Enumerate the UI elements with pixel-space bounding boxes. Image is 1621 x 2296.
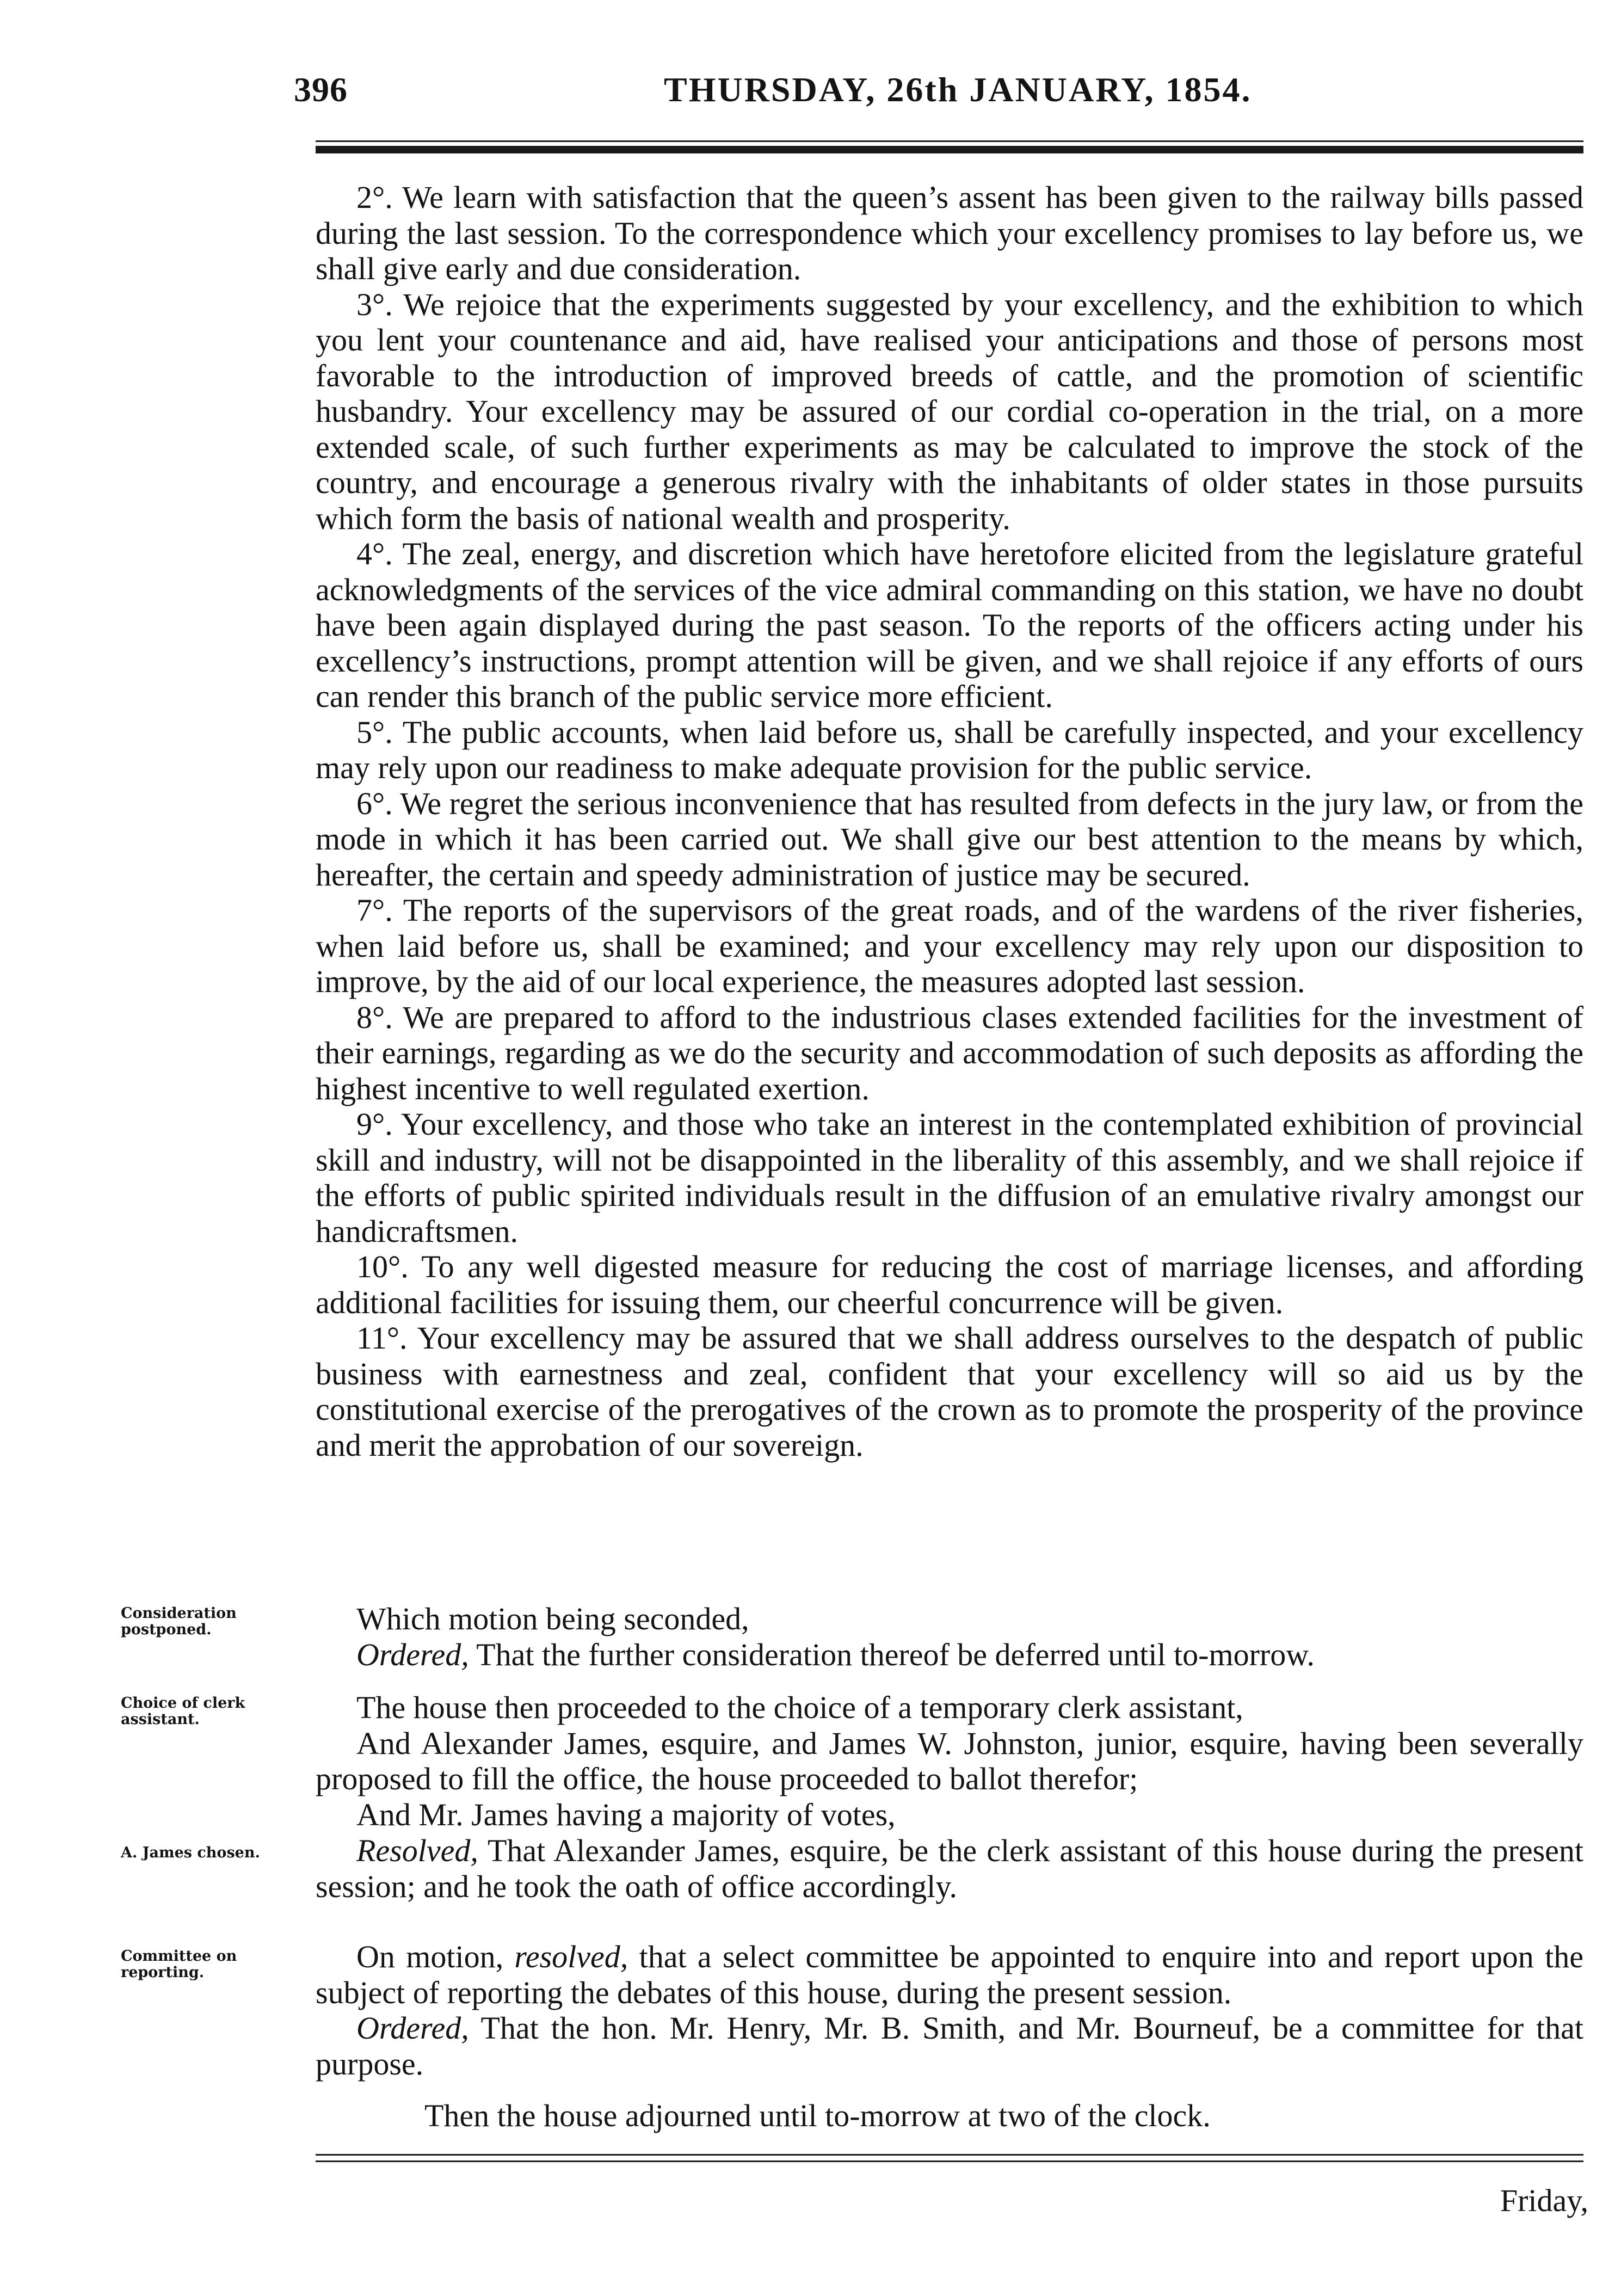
consideration-line-1: Which motion being seconded, xyxy=(356,1601,749,1636)
paragraph-9: 9°. Your excellency, and those who take an interest in the contemplated exhibition of provincial skill and industry, will not be disappointed in the liberality of this assembly, and we shall rejoice if the efforts of public spirited individuals result in the diffusion of an emulative rivalry amongst our handicraftsmen. xyxy=(316,1106,1583,1249)
address-paragraphs xyxy=(316,180,1583,1463)
paragraph-3: 3°. We rejoice that the experiments suggested by your excellency, and the exhibition to which you lent your countenance and aid, have realised your anticipations and those of persons most favorable to the introduction of improved breeds of cattle, and the promotion of scientific husbandry. Your excellency may be assured of our cordial co-operation in the trial, on a more extended scale, of such further experiments as may be calculated to improve the stock of the country, and encourage a generous rivalry with the inhabitants of older states in those pursuits which form the basis of national wealth and prosperity. xyxy=(316,286,1583,536)
clerk-line-1: The house then proceeded to the choice of a temporary clerk assistant, xyxy=(356,1690,1243,1725)
paragraph-11: 11°. Your excellency may be assured that we shall address ourselves to the despatch of public business with earnestness and zeal, confident that your excellency will so aid us by the constitutional exercise of the prerogatives of the crown as to promote the prosperity of the province and merit the approbation of our sovereign. xyxy=(316,1320,1583,1463)
resolved-italic: Resolved, xyxy=(356,1833,478,1868)
consideration-line-2 xyxy=(316,1637,1583,1673)
header-rule-thin xyxy=(316,140,1583,142)
page-number: 396 xyxy=(294,70,348,109)
paragraph-2: 2°. We learn with satisfaction that the queen’s assent has been given to the railway bills passed during the last session. To the correspondence which your excellency promises to lay before us, we shall give early and due consideration. xyxy=(316,180,1583,286)
chosen-resolution xyxy=(316,1833,1583,1904)
paragraph-4: 4°. The zeal, energy, and discretion which have heretofore elicited from the legislature grateful acknowledgments of the services of the vice admiral commanding on this station, we have no doubt have been again displayed during the past season. To the reports of the officers acting under his excellency’s instructions, prompt attention will be given, and we shall rejoice if any efforts of ours can render this branch of the public service more efficient. xyxy=(316,536,1583,714)
committee-order-text: That the hon. Mr. Henry, Mr. B. Smith, and Mr. Bourneuf, be a committee for that purpose. xyxy=(316,2010,1583,2082)
section-committee xyxy=(316,1939,1583,2134)
paragraph-5: 5°. The public accounts, when laid before us, shall be carefully inspected, and your excellency may rely upon our readiness to make adequate provision for the public service. xyxy=(316,714,1583,785)
running-head: THURSDAY, 26th JANUARY, 1854. xyxy=(664,70,1252,109)
ordered-italic: Ordered, xyxy=(356,1636,469,1672)
chosen-resolution-text: That Alexander James, esquire, be the clerk assistant of this house during the present session; and he took the oath of office accordingly. xyxy=(316,1833,1583,1904)
section-clerk xyxy=(316,1690,1583,1832)
section-consideration xyxy=(316,1601,1583,1672)
footer-rule-1 xyxy=(316,2154,1583,2156)
ordered-italic-committee: Ordered, xyxy=(356,2010,469,2046)
committee-motion-text: that a select committee be appointed to enquire into and report upon the subject of reporting the debates of this house, during the present session. xyxy=(316,1939,1583,2010)
margin-note-committee: Committee on reporting. xyxy=(121,1948,237,1981)
resolved-italic-lower: resolved, xyxy=(514,1939,628,1974)
committee-order xyxy=(316,2010,1583,2082)
footer-rule-2 xyxy=(316,2160,1583,2162)
catchword: Friday, xyxy=(1500,2183,1588,2218)
clerk-line-3: And Mr. James having a majority of votes, xyxy=(356,1796,896,1832)
margin-note-chosen: A. James chosen. xyxy=(121,1844,260,1861)
consideration-line-2-text: That the further consideration thereof be deferred until to-morrow. xyxy=(469,1636,1315,1672)
adjournment: Then the house adjourned until to-morrow at two of the clock. xyxy=(424,2098,1211,2133)
paragraph-10: 10°. To any well digested measure for reducing the cost of marriage licenses, and affording additional facilities for issuing them, our cheerful concurrence will be given. xyxy=(316,1249,1583,1320)
section-chosen xyxy=(316,1833,1583,1904)
paragraph-8: 8°. We are prepared to afford to the industrious clases extended facilities for the investment of their earnings, regarding as we do the security and accommodation of such deposits as affording the highest incentive to well regulated exertion. xyxy=(316,999,1583,1106)
page-header xyxy=(294,70,1586,124)
paragraph-7: 7°. The reports of the supervisors of the great roads, and of the wardens of the river fisheries, when laid before us, shall be examined; and your excellency may rely upon our disposition to improve, by the aid of our local experience, the measures adopted last session. xyxy=(316,892,1583,999)
committee-motion xyxy=(316,1939,1583,2010)
margin-note-clerk: Choice of clerk assistant. xyxy=(121,1695,245,1728)
paragraph-6: 6°. We regret the serious inconvenience that has resulted from defects in the jury law, or from the mode in which it has been carried out. We shall give our best attention to the means by which, hereafter, the certain and speedy administration of justice may be secured. xyxy=(316,785,1583,892)
header-rule-thick xyxy=(316,146,1583,153)
margin-note-consideration: Consideration postponed. xyxy=(121,1605,237,1638)
committee-motion-pre: On motion, xyxy=(356,1939,515,1974)
clerk-line-2: And Alexander James, esquire, and James W. Johnston, junior, esquire, having been severally proposed to fill the office, the house proceeded to ballot therefor; xyxy=(316,1725,1583,1796)
